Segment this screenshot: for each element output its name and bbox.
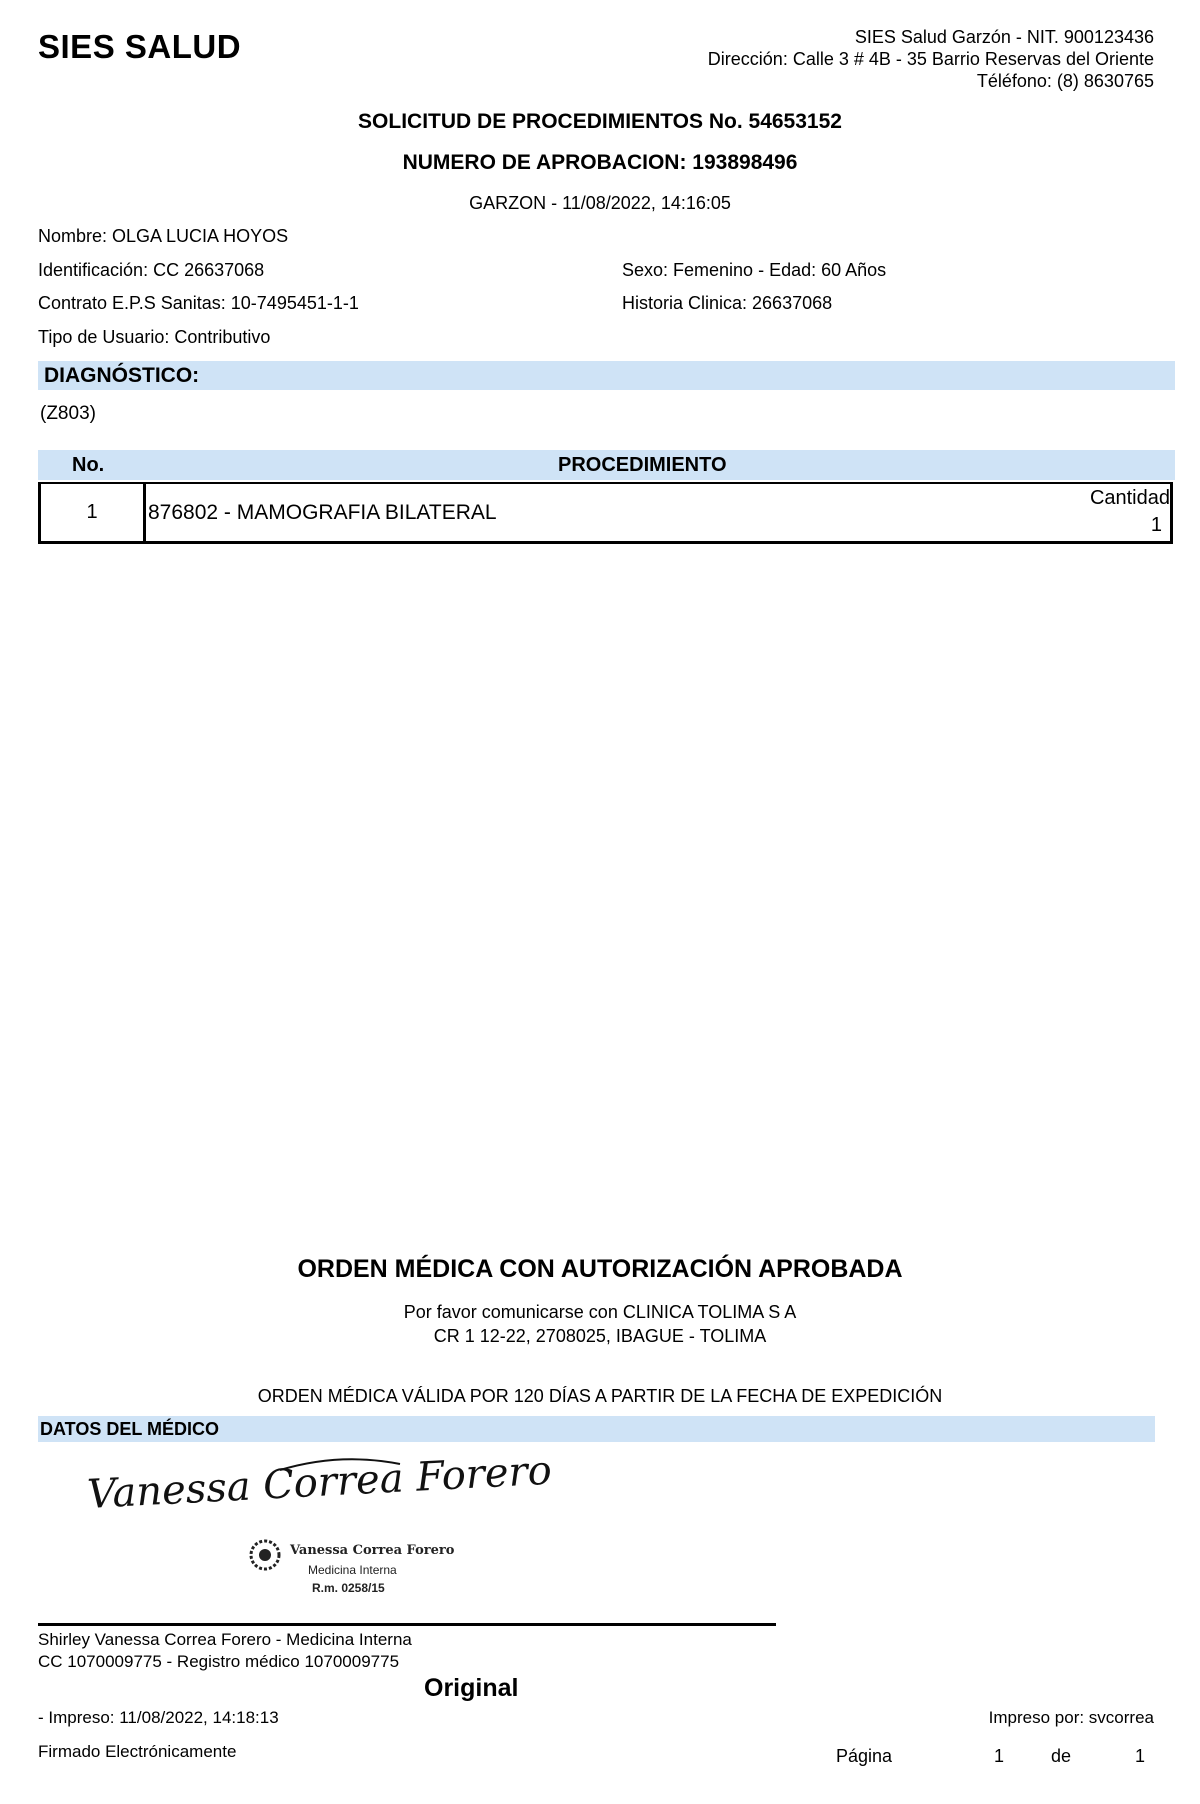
column-header-procedure: PROCEDIMIENTO [558,454,727,476]
patient-user-type: Tipo de Usuario: Contributivo [38,327,271,347]
procedure-description: 876802 - MAMOGRAFIA BILATERAL [148,501,497,524]
page-label: Página [836,1746,893,1766]
quantity-label: Cantidad [1089,487,1170,509]
stamp-seal-icon [251,1541,279,1569]
organization-name: SIES SALUD [38,28,242,65]
approval-number: NUMERO DE APROBACION: 193898496 [402,151,798,174]
organization-info [708,26,1154,92]
quantity-value: 1 [1150,514,1162,536]
order-title: ORDEN MÉDICA CON AUTORIZACIÓN APROBADA [297,1255,903,1283]
stamp-specialty: Medicina Interna [308,1563,397,1577]
organization-address: Dirección: Calle 3 # 4B - 35 Barrio Reservas del Oriente [707,49,1154,69]
diagnosis-code: (Z803) [40,403,96,424]
table-row [38,482,1173,544]
doctor-registration: CC 1070009775 - Registro médico 1070009775 [38,1652,400,1671]
stamp-name: Vanessa Correa Forero [290,1543,455,1558]
page-number: 1 [994,1746,1005,1766]
printed-by: Impreso por: svcorrea [988,1708,1154,1727]
doctor-name: Shirley Vanessa Correa Forero - Medicina Interna [38,1630,412,1649]
procedure-number: 1 [86,501,98,523]
patient-sex-age: Sexo: Femenino - Edad: 60 Años [622,260,887,280]
diagnosis-header [38,361,1175,390]
printed-date: - Impreso: 11/08/2022, 14:18:13 [38,1708,279,1727]
doctor-signature [80,1447,553,1620]
stamp-registration: R.m. 0258/15 [312,1581,385,1595]
patient-name: Nombre: OLGA LUCIA HOYOS [38,226,289,246]
contact-clinic: Por favor comunicarse con CLINICA TOLIMA S A [403,1302,797,1322]
contact-address: CR 1 12-22, 2708025, IBAGUE - TOLIMA [433,1326,767,1346]
patient-contract: Contrato E.P.S Sanitas: 10-7495451-1-1 [38,293,359,313]
diagnosis-label: DIAGNÓSTICO: [44,364,200,387]
doctor-section-label: DATOS DEL MÉDICO [40,1419,220,1439]
page-of-label: de [1051,1746,1072,1766]
place-date: GARZON - 11/08/2022, 14:16:05 [469,193,731,213]
signature-line [38,1623,776,1626]
patient-id: Identificación: CC 26637068 [38,260,265,280]
organization-phone: Téléfono: (8) 8630765 [976,71,1154,91]
procedures-table-header [38,450,1175,480]
electronic-signature-note: Firmado Electrónicamente [38,1742,237,1761]
copy-label: Original [424,1674,519,1702]
column-header-no: No. [72,454,105,476]
table-divider [143,484,146,541]
page-total: 1 [1135,1746,1146,1766]
organization-nit: SIES Salud Garzón - NIT. 900123436 [854,27,1154,47]
document-title: SOLICITUD DE PROCEDIMIENTOS No. 54653152 [358,110,842,133]
signature-text: Vanessa Correa Forero [86,1447,553,1518]
doctor-section-header [38,1416,1155,1442]
order-validity: ORDEN MÉDICA VÁLIDA POR 120 DÍAS A PARTIR DE LA FECHA DE EXPEDICIÓN [257,1386,943,1406]
patient-history: Historia Clinica: 26637068 [622,293,833,313]
